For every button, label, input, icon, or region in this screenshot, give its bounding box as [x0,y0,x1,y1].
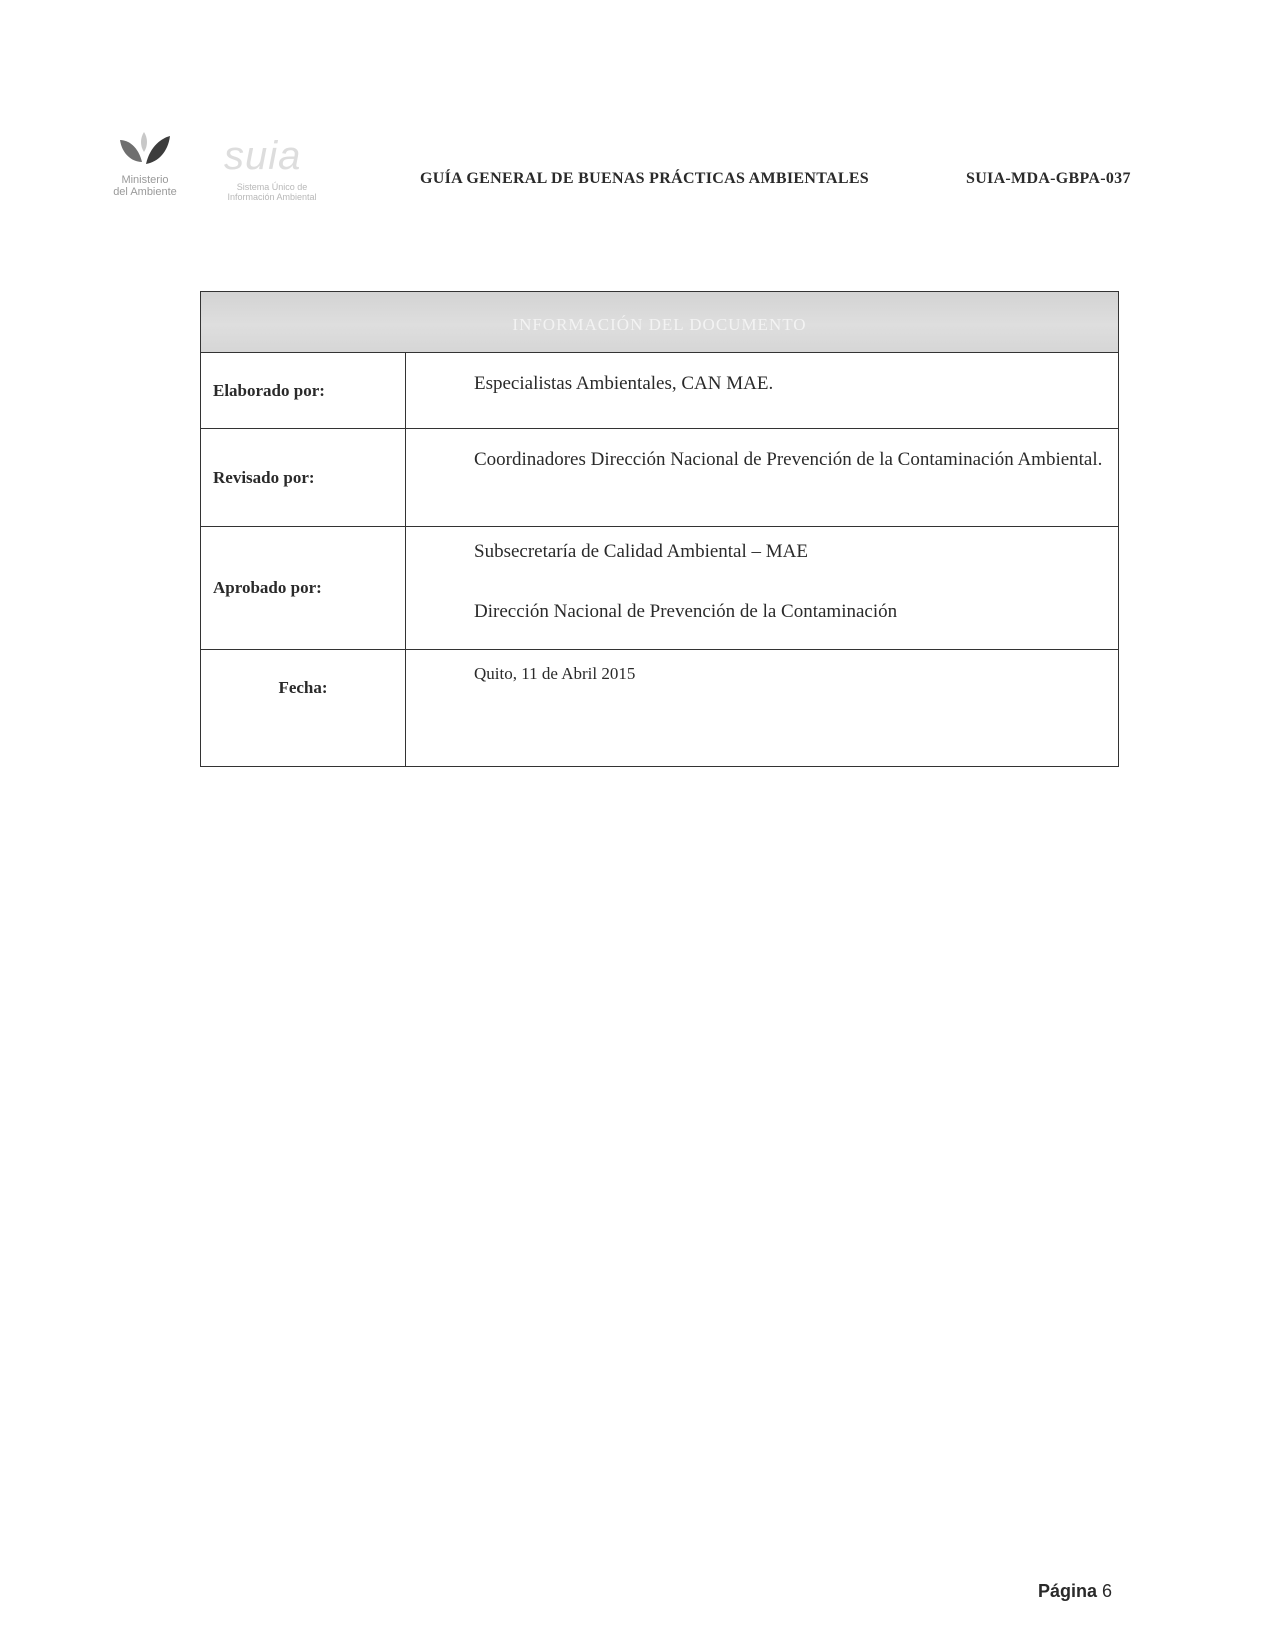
info-table-header-text: INFORMACIÓN DEL DOCUMENTO [512,315,807,334]
revisado-label: Revisado por: [201,429,406,526]
suia-logo-line2: Información Ambiental [227,192,317,202]
ministerio-ambiente-logo [100,132,190,212]
info-table-header [201,292,1118,353]
logo-mae-line1: Ministerio [121,174,169,186]
elaborado-label: Elaborado por: [201,353,406,428]
aprobado-value-line2: Dirección Nacional de Prevención de la Contaminación [474,601,898,622]
page-number [1038,1581,1112,1602]
aprobado-value [406,527,1118,649]
revisado-value: Coordinadores Dirección Nacional de Prevención de la Contaminación Ambiental. [474,449,1103,470]
table-row-aprobado [201,527,1118,650]
aprobado-label: Aprobado por: [201,527,406,649]
leaf-icon [112,132,178,172]
fecha-label: Fecha: [201,650,406,766]
suia-logo [212,134,332,210]
table-row-elaborado [201,353,1118,429]
table-row-fecha [201,650,1118,766]
fecha-value: Quito, 11 de Abril 2015 [474,664,636,683]
document-title: GUÍA GENERAL DE BUENAS PRÁCTICAS AMBIENTALES [420,170,869,187]
table-row-revisado [201,429,1118,527]
aprobado-value-line1: Subsecretaría de Calidad Ambiental – MAE [474,541,808,562]
logo-mae-line2: del Ambiente [113,186,177,198]
document-info-table [200,291,1119,767]
document-code: SUIA-MDA-GBPA-037 [966,170,1131,187]
page-number-value: 6 [1102,1581,1113,1601]
suia-logo-word: suia [224,134,302,178]
suia-logo-line1: Sistema Único de [236,182,308,192]
elaborado-value: Especialistas Ambientales, CAN MAE. [474,373,774,394]
page-number-label: Página [1038,1581,1098,1601]
